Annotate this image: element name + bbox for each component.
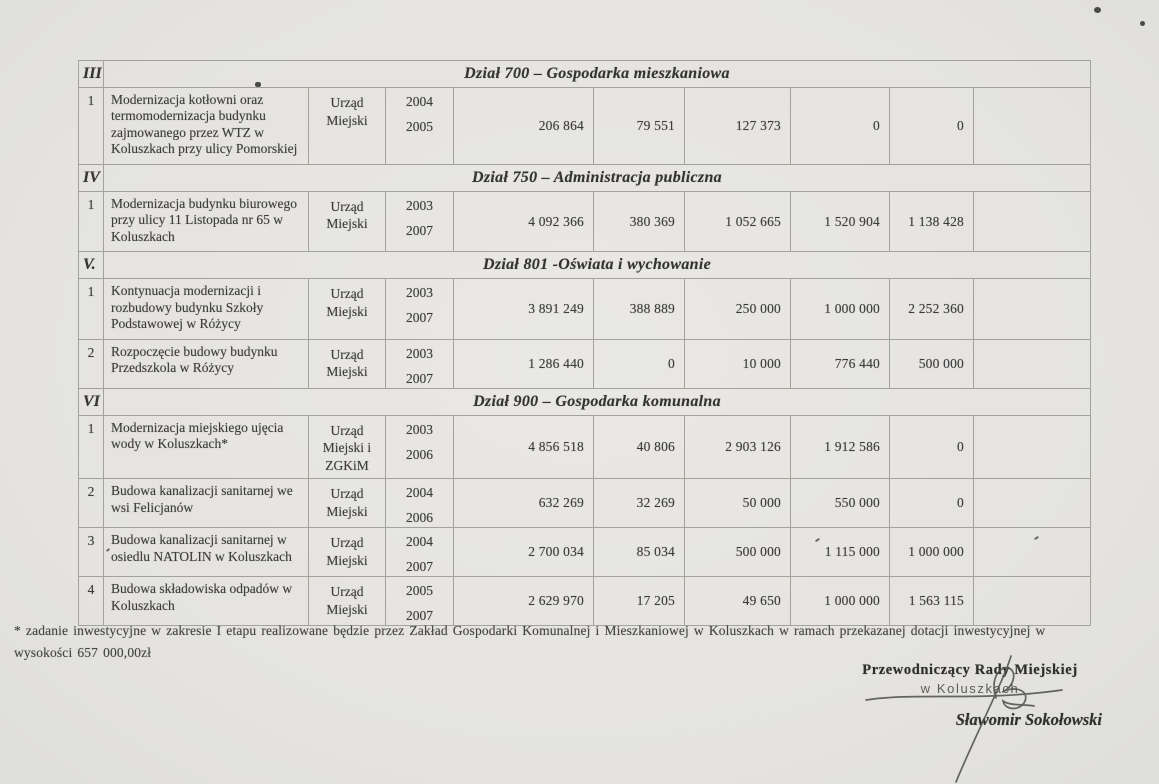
task-name: Budowa kanalizacji sanitarnej we wsi Felicjanów <box>104 479 309 528</box>
amount-cell: 17 205 <box>594 577 685 626</box>
table-row <box>79 88 1091 165</box>
table-row <box>79 577 1091 626</box>
scan-speck <box>255 82 261 87</box>
years-cell <box>386 339 454 388</box>
executor-name: Urząd Miejski <box>309 279 386 339</box>
amount-cell: 0 <box>791 88 890 165</box>
amount-cell: 4 856 518 <box>454 415 594 479</box>
amount-cell: 632 269 <box>454 479 594 528</box>
row-number: 1 <box>79 415 104 479</box>
amount-cell: 2 252 360 <box>890 279 974 339</box>
year-start: 2004 <box>406 94 433 109</box>
amount-cell: 0 <box>890 415 974 479</box>
task-name: Rozpoczęcie budowy budynku Przedszkola w Różycy <box>104 339 309 388</box>
section-header-row <box>79 252 1091 279</box>
year-end: 2007 <box>406 222 433 238</box>
signature-block <box>858 662 1108 782</box>
year-end: 2007 <box>406 608 433 624</box>
years-cell <box>386 191 454 251</box>
empty-cell <box>974 479 1091 528</box>
year-start: 2005 <box>406 583 433 599</box>
year-start: 2004 <box>406 534 433 550</box>
amount-cell: 127 373 <box>685 88 791 165</box>
year-end: 2007 <box>406 370 433 386</box>
footnote-line2: wysokości 657 000,00zł <box>14 644 152 660</box>
years-cell <box>386 528 454 577</box>
amount-cell: 1 286 440 <box>454 339 594 388</box>
amount-cell: 3 891 249 <box>454 279 594 339</box>
section-numeral: III <box>79 61 104 88</box>
section-title: Dział 750 – Administracja publiczna <box>104 164 1091 191</box>
amount-cell: 79 551 <box>594 88 685 165</box>
amount-cell: 388 889 <box>594 279 685 339</box>
amount-cell: 2 629 970 <box>454 577 594 626</box>
empty-cell <box>974 88 1091 165</box>
row-number: 1 <box>79 191 104 251</box>
table-row <box>79 528 1091 577</box>
empty-cell <box>974 415 1091 479</box>
section-numeral: IV <box>79 164 104 191</box>
amount-cell: 50 000 <box>685 479 791 528</box>
signer-name: Sławomir Sokołowski <box>955 710 1102 729</box>
year-end: 2006 <box>406 510 433 526</box>
amount-cell: 500 000 <box>685 528 791 577</box>
empty-cell <box>974 339 1091 388</box>
table-row <box>79 279 1091 339</box>
task-name: Modernizacja budynku biurowego przy ulicy 11 Listopada nr 65 w Koluszkach <box>104 191 309 251</box>
section-header-row <box>79 164 1091 191</box>
year-end: 2005 <box>406 119 433 134</box>
empty-cell <box>974 528 1091 577</box>
amount-cell: 2 903 126 <box>685 415 791 479</box>
amount-cell: 1 138 428 <box>890 191 974 251</box>
amount-cell: 1 520 904 <box>791 191 890 251</box>
investment-table-body <box>79 61 1091 626</box>
stamp-title: Przewodniczący Rady Miejskiej <box>862 662 1078 678</box>
amount-cell: 550 000 <box>791 479 890 528</box>
executor-name: Urząd Miejski <box>309 88 386 165</box>
year-start: 2004 <box>406 485 433 501</box>
year-start: 2003 <box>406 197 433 213</box>
empty-cell <box>974 191 1091 251</box>
executor-name: Urząd Miejski <box>309 339 386 388</box>
section-title: Dział 900 – Gospodarka komunalna <box>104 388 1091 415</box>
executor-name: Urząd Miejski <box>309 479 386 528</box>
amount-cell: 1 052 665 <box>685 191 791 251</box>
years-cell <box>386 279 454 339</box>
amount-cell: 2 700 034 <box>454 528 594 577</box>
amount-cell: 1 912 586 <box>791 415 890 479</box>
table-row <box>79 479 1091 528</box>
amount-cell: 1 115 000 <box>791 528 890 577</box>
year-end: 2006 <box>406 446 433 462</box>
task-name: Modernizacja kotłowni oraz termomodernizacja budynku zajmowanego przez WTZ w Koluszkach przy ulicy Pomorskiej <box>104 88 309 165</box>
year-end: 2007 <box>406 310 433 326</box>
section-title: Dział 700 – Gospodarka mieszkaniowa <box>104 61 1091 88</box>
amount-cell: 4 092 366 <box>454 191 594 251</box>
amount-cell: 1 000 000 <box>791 279 890 339</box>
amount-cell: 250 000 <box>685 279 791 339</box>
years-cell <box>386 479 454 528</box>
footnote-line1: * zadanie inwestycyjne w zakresie I etapu realizowane będzie przez Zakład Gospodarki Komunalnej i Mieszkaniowej w Koluszkach w ramach przekazanej dotacji inwestycyjnej w <box>14 623 1046 638</box>
year-start: 2003 <box>406 285 433 301</box>
row-number: 3 <box>79 528 104 577</box>
scan-speck <box>1140 21 1145 26</box>
years-cell <box>386 415 454 479</box>
amount-cell: 206 864 <box>454 88 594 165</box>
section-numeral: VI <box>79 388 104 415</box>
executor-name: Urząd Miejski <box>309 577 386 626</box>
year-start: 2003 <box>406 421 433 437</box>
amount-cell: 776 440 <box>791 339 890 388</box>
executor-name: Urząd Miejski i ZGKiM <box>309 415 386 479</box>
amount-cell: 0 <box>890 479 974 528</box>
amount-cell: 85 034 <box>594 528 685 577</box>
section-numeral: V. <box>79 252 104 279</box>
amount-cell: 49 650 <box>685 577 791 626</box>
year-start: 2003 <box>406 345 433 361</box>
section-header-row <box>79 388 1091 415</box>
executor-name: Urząd Miejski <box>309 528 386 577</box>
amount-cell: 0 <box>594 339 685 388</box>
amount-cell: 40 806 <box>594 415 685 479</box>
investment-table <box>78 60 1091 626</box>
amount-cell: 1 000 000 <box>890 528 974 577</box>
years-cell <box>386 88 454 165</box>
row-number: 1 <box>79 88 104 165</box>
task-name: Budowa składowiska odpadów w Koluszkach <box>104 577 309 626</box>
table-row <box>79 339 1091 388</box>
task-name: Modernizacja miejskiego ujęcia wody w Koluszkach* <box>104 415 309 479</box>
year-end: 2007 <box>406 559 433 575</box>
scan-speck <box>1094 7 1101 13</box>
table-row <box>79 191 1091 251</box>
table-row <box>79 415 1091 479</box>
amount-cell: 0 <box>890 88 974 165</box>
amount-cell: 32 269 <box>594 479 685 528</box>
task-name: Kontynuacja modernizacji i rozbudowy budynku Szkoły Podstawowej w Różycy <box>104 279 309 339</box>
amount-cell: 500 000 <box>890 339 974 388</box>
empty-cell <box>974 577 1091 626</box>
row-number: 2 <box>79 339 104 388</box>
amount-cell: 1 563 115 <box>890 577 974 626</box>
empty-cell <box>974 279 1091 339</box>
footnote <box>14 620 1154 664</box>
years-cell <box>386 577 454 626</box>
amount-cell: 10 000 <box>685 339 791 388</box>
amount-cell: 1 000 000 <box>791 577 890 626</box>
stamp-location: w Koluszkach <box>920 681 1020 696</box>
amount-cell: 380 369 <box>594 191 685 251</box>
row-number: 2 <box>79 479 104 528</box>
executor-name: Urząd Miejski <box>309 191 386 251</box>
task-name: Budowa kanalizacji sanitarnej w osiedlu NATOLIN w Koluszkach <box>104 528 309 577</box>
section-title: Dział 801 -Oświata i wychowanie <box>104 252 1091 279</box>
row-number: 4 <box>79 577 104 626</box>
row-number: 1 <box>79 279 104 339</box>
section-header-row <box>79 61 1091 88</box>
